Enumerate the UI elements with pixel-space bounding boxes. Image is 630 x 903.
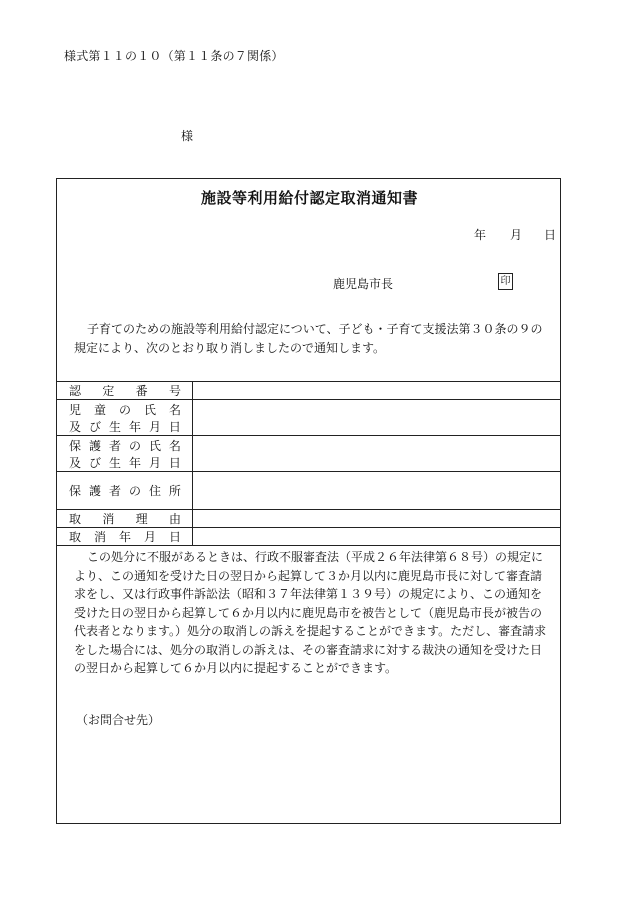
label-line: 取 消 理 由 (69, 512, 181, 526)
date-month-label: 月 (510, 228, 523, 242)
label-line: 取 消 年 月 日 (69, 530, 181, 544)
contact-label: （お問合せ先） (76, 713, 161, 727)
issuer-title: 鹿児島市長 (333, 277, 394, 291)
date-day-label: 日 (544, 228, 557, 242)
label-line: 及 び 生 年 月 日 (69, 455, 181, 470)
appeal-rights-text: この処分に不服があるときは、行政不服審査法（平成２６年法律第６８号）の規定により、この通知を受けた日の翌日から起算して３か月以内に鹿児島市長に対して審査請求をし、又は行政事件訴訟法（昭和３７年法律第１３９号）の規定により、この通知を受けた日の翌日から起算して６か月以内に鹿児島市を被告として（鹿児島市長が被告の代表者となります。）処分の取消しの訴えを提起することができます。ただし、審査請求をした場合には、処分の取消しの訴えは、その審査請求に対する裁決の通知を受けた日の翌日から起算して６か月以内に提起することができます。 (74, 550, 547, 675)
field-value-cell[interactable] (192, 528, 560, 546)
field-label (57, 528, 193, 546)
field-row-cancellation-date (57, 528, 561, 546)
field-row-cancellation-reason (57, 510, 561, 528)
field-label (57, 382, 193, 400)
label-line: 保 護 者 の 氏 名 (69, 438, 181, 453)
notice-form-box (56, 178, 561, 824)
field-value-cell[interactable] (192, 436, 560, 472)
label-line: 及 び 生 年 月 日 (69, 419, 181, 434)
field-row-guardian-name-birthdate (57, 436, 561, 472)
field-value-cell[interactable] (192, 472, 560, 510)
form-number: 様式第１１の１０（第１１条の７関係） (64, 49, 284, 63)
field-row-certification-number (57, 382, 561, 400)
date-year-label: 年 (474, 228, 487, 242)
field-value-cell[interactable] (192, 400, 560, 436)
addressee-suffix: 様 (181, 129, 194, 143)
seal-mark: 印 (498, 273, 513, 290)
field-label (57, 436, 193, 472)
label-line: 保 護 者 の 住 所 (69, 484, 181, 498)
field-row-child-name-birthdate (57, 400, 561, 436)
field-label (57, 510, 193, 528)
document-title: 施設等利用給付認定取消通知書 (200, 189, 418, 207)
field-value-cell[interactable] (192, 510, 560, 528)
fields-table (56, 381, 561, 546)
field-label (57, 400, 193, 436)
label-line: 児 童 の 氏 名 (69, 402, 181, 417)
notice-text: 子育てのための施設等利用給付認定について、子ども・子育て支援法第３０条の９の規定により、次のとおり取り消しましたので通知します。 (74, 322, 543, 355)
label-line: 認 定 番 号 (69, 384, 181, 398)
field-row-guardian-address (57, 472, 561, 510)
field-label (57, 472, 193, 510)
field-value-cell[interactable] (192, 382, 560, 400)
